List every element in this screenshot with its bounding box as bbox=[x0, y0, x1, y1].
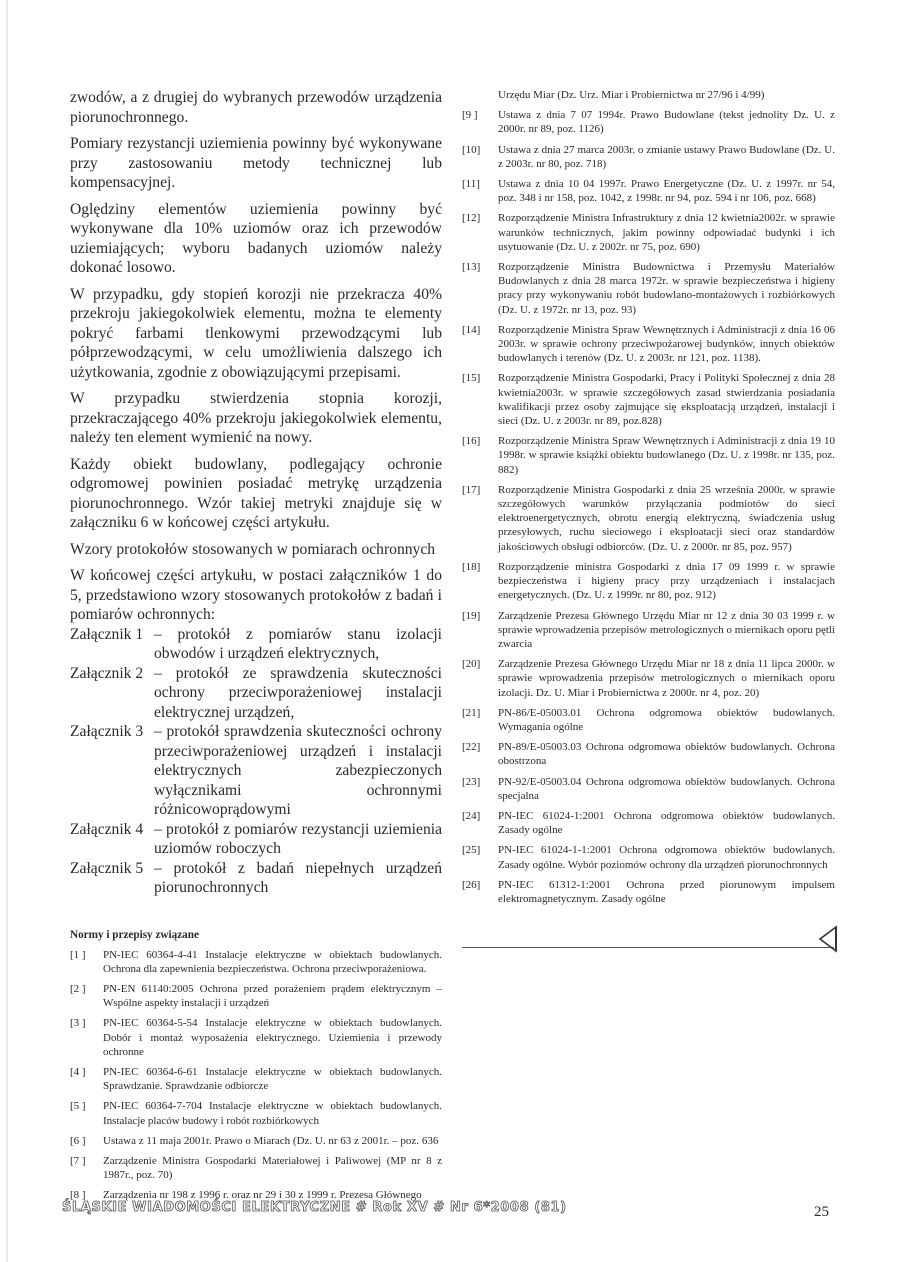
references-list bbox=[462, 108, 835, 906]
reference-number: [13] bbox=[462, 261, 481, 274]
left-column bbox=[70, 88, 442, 1209]
reference-number: [20] bbox=[462, 658, 481, 671]
attachment-label: Załącznik 3 bbox=[70, 723, 144, 740]
paragraph: zwodów, a z drugiej do wybranych przewodów urządzenia piorunochronnego. bbox=[70, 89, 442, 126]
reference-item bbox=[462, 323, 835, 366]
reference-number: [26] bbox=[462, 878, 481, 891]
reference-item bbox=[462, 211, 835, 254]
reference-item bbox=[462, 878, 835, 906]
reference-text: Rozporządzenie ministra Gospodarki z dnia 17 09 1999 r. w sprawie bezpieczeństwa i higieny pracy przy urządzeniach i instalacjach energetycznych. (Dz. U. z 1999r. nr 80, poz. 912) bbox=[498, 560, 835, 602]
references-title: Normy i przepisy związane bbox=[70, 928, 199, 941]
attachment-text: – protokół z pomiarów stanu izolacji obwodów i urządzeń elektrycznych, bbox=[154, 625, 442, 662]
reference-number: [2 ] bbox=[70, 982, 86, 995]
attachment-item bbox=[70, 820, 442, 859]
reference-text: PN-IEC 60364-6-61 Instalacje elektryczne w obiektach budowlanych. Sprawdzanie. Sprawdzanie odbiorcze bbox=[103, 1065, 442, 1093]
attachment-item bbox=[70, 625, 442, 664]
attachment-item bbox=[70, 859, 442, 898]
attachments-list bbox=[70, 625, 442, 898]
reference-item bbox=[70, 1065, 442, 1093]
journal-footer: ŚLĄSKIE WIADOMOŚCI ELEKTRYCZNE # Rok XV # Nr 6*2008 (81) bbox=[62, 1200, 567, 1215]
reference-number: [24] bbox=[462, 809, 481, 822]
reference-number: [12] bbox=[462, 212, 481, 225]
reference-number: [17] bbox=[462, 483, 481, 496]
reference-text: Zarządzenie Ministra Gospodarki Materiałowej i Paliwowej (MP nr 8 z 1987r., poz. 70) bbox=[103, 1154, 442, 1182]
reference-item bbox=[462, 706, 835, 734]
reference-text: PN-IEC 60364-5-54 Instalacje elektryczne w obiektach budowlanych. Dobór i montaż wyposażenia elektrycznego. Uziemienia i przewody ochronne bbox=[103, 1017, 442, 1058]
reference-text: PN-IEC 61024-1:2001 Ochrona odgromowa obiektów budowlanych. Zasady ogólne bbox=[498, 809, 835, 837]
reference-number: [14] bbox=[462, 323, 481, 336]
section-heading: Wzory protokołów stosowanych w pomiarach ochronnych bbox=[70, 540, 436, 558]
reference-text: Ustawa z dnia 10 04 1997r. Prawo Energetyczne (Dz. U. z 1997r. nr 54, poz. 348 i nr 158, poz. 1042, z 1998r. nr 94, poz. 594 i nr 106, poz. 668) bbox=[498, 178, 835, 205]
reference-item bbox=[462, 434, 835, 477]
reference-item bbox=[462, 108, 835, 136]
reference-number: [22] bbox=[462, 741, 481, 754]
reference-number: [8 ] bbox=[70, 1189, 86, 1202]
reference-number: [19] bbox=[462, 609, 481, 622]
paragraph: W przypadku, gdy stopień korozji nie przekracza 40% przekroju jakiegokolwiek elementu, można te elementy pokryć farbami tlenkowymi przewodzącymi lub półprzewodzącymi, w celu umożliwienia dalszego ich użytkowania, zgodnie z obowiązującymi przepisami. bbox=[70, 285, 442, 381]
page-number: 25 bbox=[814, 1204, 829, 1220]
reference-item bbox=[462, 843, 835, 871]
attachment-text: – protokół z badań niepełnych urządzeń piorunochronnych bbox=[154, 859, 442, 896]
reference-text: Zarządzenia nr 198 z 1996 r. oraz nr 29 i 30 z 1999 r. Prezesa Głównego bbox=[103, 1189, 422, 1202]
reference-number: [16] bbox=[462, 435, 481, 448]
end-rule bbox=[462, 947, 834, 948]
reference-number: [18] bbox=[462, 560, 481, 573]
reference-text: Zarządzenie Prezesa Głównego Urzędu Miar nr 12 z dnia 30 03 1999 r. w sprawie wprowadzenia przepisów metrologicznych o miernikach oporu pętli zwarcia bbox=[498, 609, 835, 650]
reference-item bbox=[462, 483, 835, 554]
reference-item bbox=[70, 1154, 442, 1182]
reference-number: [1 ] bbox=[70, 948, 86, 961]
reference-text: PN-IEC 60364-7-704 Instalacje elektryczne w obiektach budowlanych. Instalacje placów budowy i robót rozbiórkowych bbox=[103, 1100, 442, 1127]
reference-item bbox=[462, 143, 835, 171]
reference-text: Zarządzenie Prezesa Głównego Urzędu Miar nr 18 z dnia 11 lipca 2000r. w sprawie wprowadzenia przepisów metrologicznych o miernikach oporu izolacji. Dz. U. Miar i Probiernictwa z 2000r. nr 4, poz. 20) bbox=[498, 658, 835, 699]
reference-item bbox=[70, 948, 442, 976]
reference-number: [23] bbox=[462, 775, 481, 788]
attachment-label: Załącznik 2 bbox=[70, 664, 144, 682]
reference-text: Rozporządzenie Ministra Infrastruktury z dnia 12 kwietnia2002r. w sprawie warunków technicznych, jakim powinny odpowiadać budynki i ich usytuowanie (Dz. U. z 2002r. nr 75, poz. 690) bbox=[498, 212, 835, 253]
attachment-text: – protokół z pomiarów rezystancji uziemienia uziomów roboczych bbox=[154, 820, 442, 857]
references-list bbox=[70, 948, 442, 1203]
reference-item bbox=[462, 809, 835, 837]
reference-item bbox=[70, 982, 442, 1010]
paragraph: W końcowej części artykułu, w postaci załączników 1 do 5, przedstawiono wzory stosowanych protokołów z badań i pomiarów ochronnych: bbox=[70, 567, 442, 623]
reference-item bbox=[70, 1134, 442, 1148]
paragraph: Oględziny elementów uziemienia powinny być wykonywane dla 10% uziomów oraz ich przewodów uziemiających; wyboru badanych uziomów należy dokonać losowo. bbox=[70, 200, 442, 276]
reference-item bbox=[462, 560, 835, 603]
reference-number: [25] bbox=[462, 844, 481, 857]
reference-item bbox=[462, 177, 835, 205]
reference-text: Rozporządzenie Ministra Gospodarki, Pracy i Polityki Społecznej z dnia 28 kwietnia2003r. w sprawie szczegółowych zasad stwierdzania posiadania kwalifikacji przez osoby zajmujące się eksploatacją urządzeń, instalacji i sieci (Dz. U. z 2003r. nr 89, poz.828) bbox=[498, 372, 835, 428]
paragraph: W przypadku stwierdzenia stopnia korozji, przekraczającego 40% przekroju jakiegokolwiek elementu, należy ten element wymienić na nowy. bbox=[70, 390, 442, 446]
reference-item bbox=[462, 609, 835, 652]
paragraph: Pomiary rezystancji uziemienia powinny być wykonywane przy zastosowaniu metody technicznej lub kompensacyjnej. bbox=[70, 135, 442, 191]
reference-text: Rozporządzenie Ministra Spraw Wewnętrznych i Administracji z dnia 16 06 2003r. w sprawie ochrony przeciwpożarowej budynków, innych obiektów budowlanych i terenów (Dz. U. z 2003r. nr 121, poz. 1138). bbox=[498, 323, 835, 365]
attachment-label: Załącznik 4 bbox=[70, 820, 144, 838]
reference-number: [10] bbox=[462, 143, 481, 156]
reference-item bbox=[462, 260, 835, 317]
reference-number: [3 ] bbox=[70, 1017, 86, 1030]
reference-number: [11] bbox=[462, 178, 480, 191]
reference-text: PN-89/E-05003.03 Ochrona odgromowa obiektów budowlanych. Ochrona obostrzona bbox=[498, 741, 835, 768]
reference-text: PN-IEC 61312-1:2001 Ochrona przed piorunowym impulsem elektromagnetycznym. Zasady ogólne bbox=[498, 878, 835, 905]
reference-number: [4 ] bbox=[70, 1065, 86, 1078]
reference-text: Ustawa z 11 maja 2001r. Prawo o Miarach (Dz. U. nr 63 z 2001r. – poz. 636 bbox=[103, 1134, 439, 1147]
reference-item bbox=[70, 1099, 442, 1127]
reference-text: PN-EN 61140:2005 Ochrona przed porażeniem prądem elektrycznym – Wspólne aspekty instalacji i urządzeń bbox=[103, 982, 442, 1010]
reference-number: [15] bbox=[462, 372, 481, 385]
scan-edge bbox=[6, 0, 8, 1262]
reference-text: Rozporządzenie Ministra Spraw Wewnętrznych i Administracji z dnia 19 10 1998r. w sprawie książki obiektu budowlanego (Dz. U. z 1998r. nr 135, poz. 882) bbox=[498, 435, 835, 476]
reference-item bbox=[462, 775, 835, 803]
reference-item bbox=[70, 1016, 442, 1059]
end-of-article-icon bbox=[817, 925, 839, 953]
attachment-label: Załącznik 1 bbox=[70, 625, 144, 643]
reference-text: PN-86/E-05003.01 Ochrona odgromowa obiektów budowlanych. Wymagania ogólne bbox=[498, 706, 835, 733]
paragraph: Każdy obiekt budowlany, podlegający ochronie odgromowej powinien posiadać metrykę urządzenia piorunochronnego. Wzór takiej metryki znajduje się w załączniku 6 w końcowej części artykułu. bbox=[70, 455, 442, 531]
reference-text: PN-IEC 61024-1-1:2001 Ochrona odgromowa obiektów budowlanych. Zasady ogólne. Wybór poziomów ochrony dla urządzeń piorunochronnych bbox=[498, 844, 835, 871]
reference-number: [6 ] bbox=[70, 1134, 86, 1147]
reference-text: PN-IEC 60364-4-41 Instalacje elektryczne w obiektach budowlanych. Ochrona dla zapewnienia bezpieczeństwa. Ochrona przeciwporażeniowa. bbox=[103, 948, 442, 975]
reference-number: [5 ] bbox=[70, 1100, 86, 1113]
reference-text: Ustawa z dnia 27 marca 2003r. o zmianie ustawy Prawo Budowlane (Dz. U. z 2003r. nr 80, poz. 718) bbox=[498, 143, 835, 170]
reference-number: [7 ] bbox=[70, 1154, 86, 1167]
reference-text: Ustawa z dnia 7 07 1994r. Prawo Budowlane (tekst jednolity Dz. U. z 2000r. nr 89, poz. 1126) bbox=[498, 109, 835, 136]
attachment-text: – protokół sprawdzenia skuteczności ochrony przeciwporażeniowej urządzeń i instalacji elektrycznych zabezpieczonych wyłącznikami ochronnymi różnicowoprądowymi bbox=[154, 723, 442, 818]
attachment-text: – protokół ze sprawdzenia skuteczności ochrony przeciwporażeniowej instalacji elektrycznej urządzeń, bbox=[154, 664, 442, 721]
reference-text: Rozporządzenie Ministra Gospodarki z dnia 25 września 2000r. w sprawie szczegółowych warunków przyłączania podmiotów do sieci elektroenergetycznych, obrotu energią elektryczną, świadczenia usług przesyłowych, ruchu sieciowego i eksploatacji sieci oraz standardów jakościowych obsługi odbiorców. (Dz. U. z 2000r. nr 85, poz. 957) bbox=[498, 483, 835, 553]
attachment-item bbox=[70, 664, 442, 723]
reference-number: [9 ] bbox=[462, 109, 478, 122]
reference-number: [21] bbox=[462, 706, 481, 719]
reference-continuation: Urzędu Miar (Dz. Urz. Miar i Probiernictwa nr 27/96 i 4/99) bbox=[498, 89, 765, 101]
reference-item bbox=[462, 657, 835, 700]
reference-item bbox=[462, 740, 835, 768]
attachment-label: Załącznik 5 bbox=[70, 859, 144, 877]
attachment-item bbox=[70, 722, 442, 820]
reference-text: Rozporządzenie Ministra Budownictwa i Przemysłu Materiałów Budowlanych z dnia 28 marca 1972r. w sprawie bezpieczeństwa i higieny pracy przy wykonywaniu robót budowlano-montażowych i rozbiórkowych (Dz. U. z 1972r. nr 13, poz. 93) bbox=[498, 261, 835, 316]
reference-item bbox=[462, 371, 835, 428]
right-column bbox=[462, 88, 835, 912]
reference-text: PN-92/E-05003.04 Ochrona odgromowa obiektów budowlanych. Ochrona specjalna bbox=[498, 775, 835, 802]
